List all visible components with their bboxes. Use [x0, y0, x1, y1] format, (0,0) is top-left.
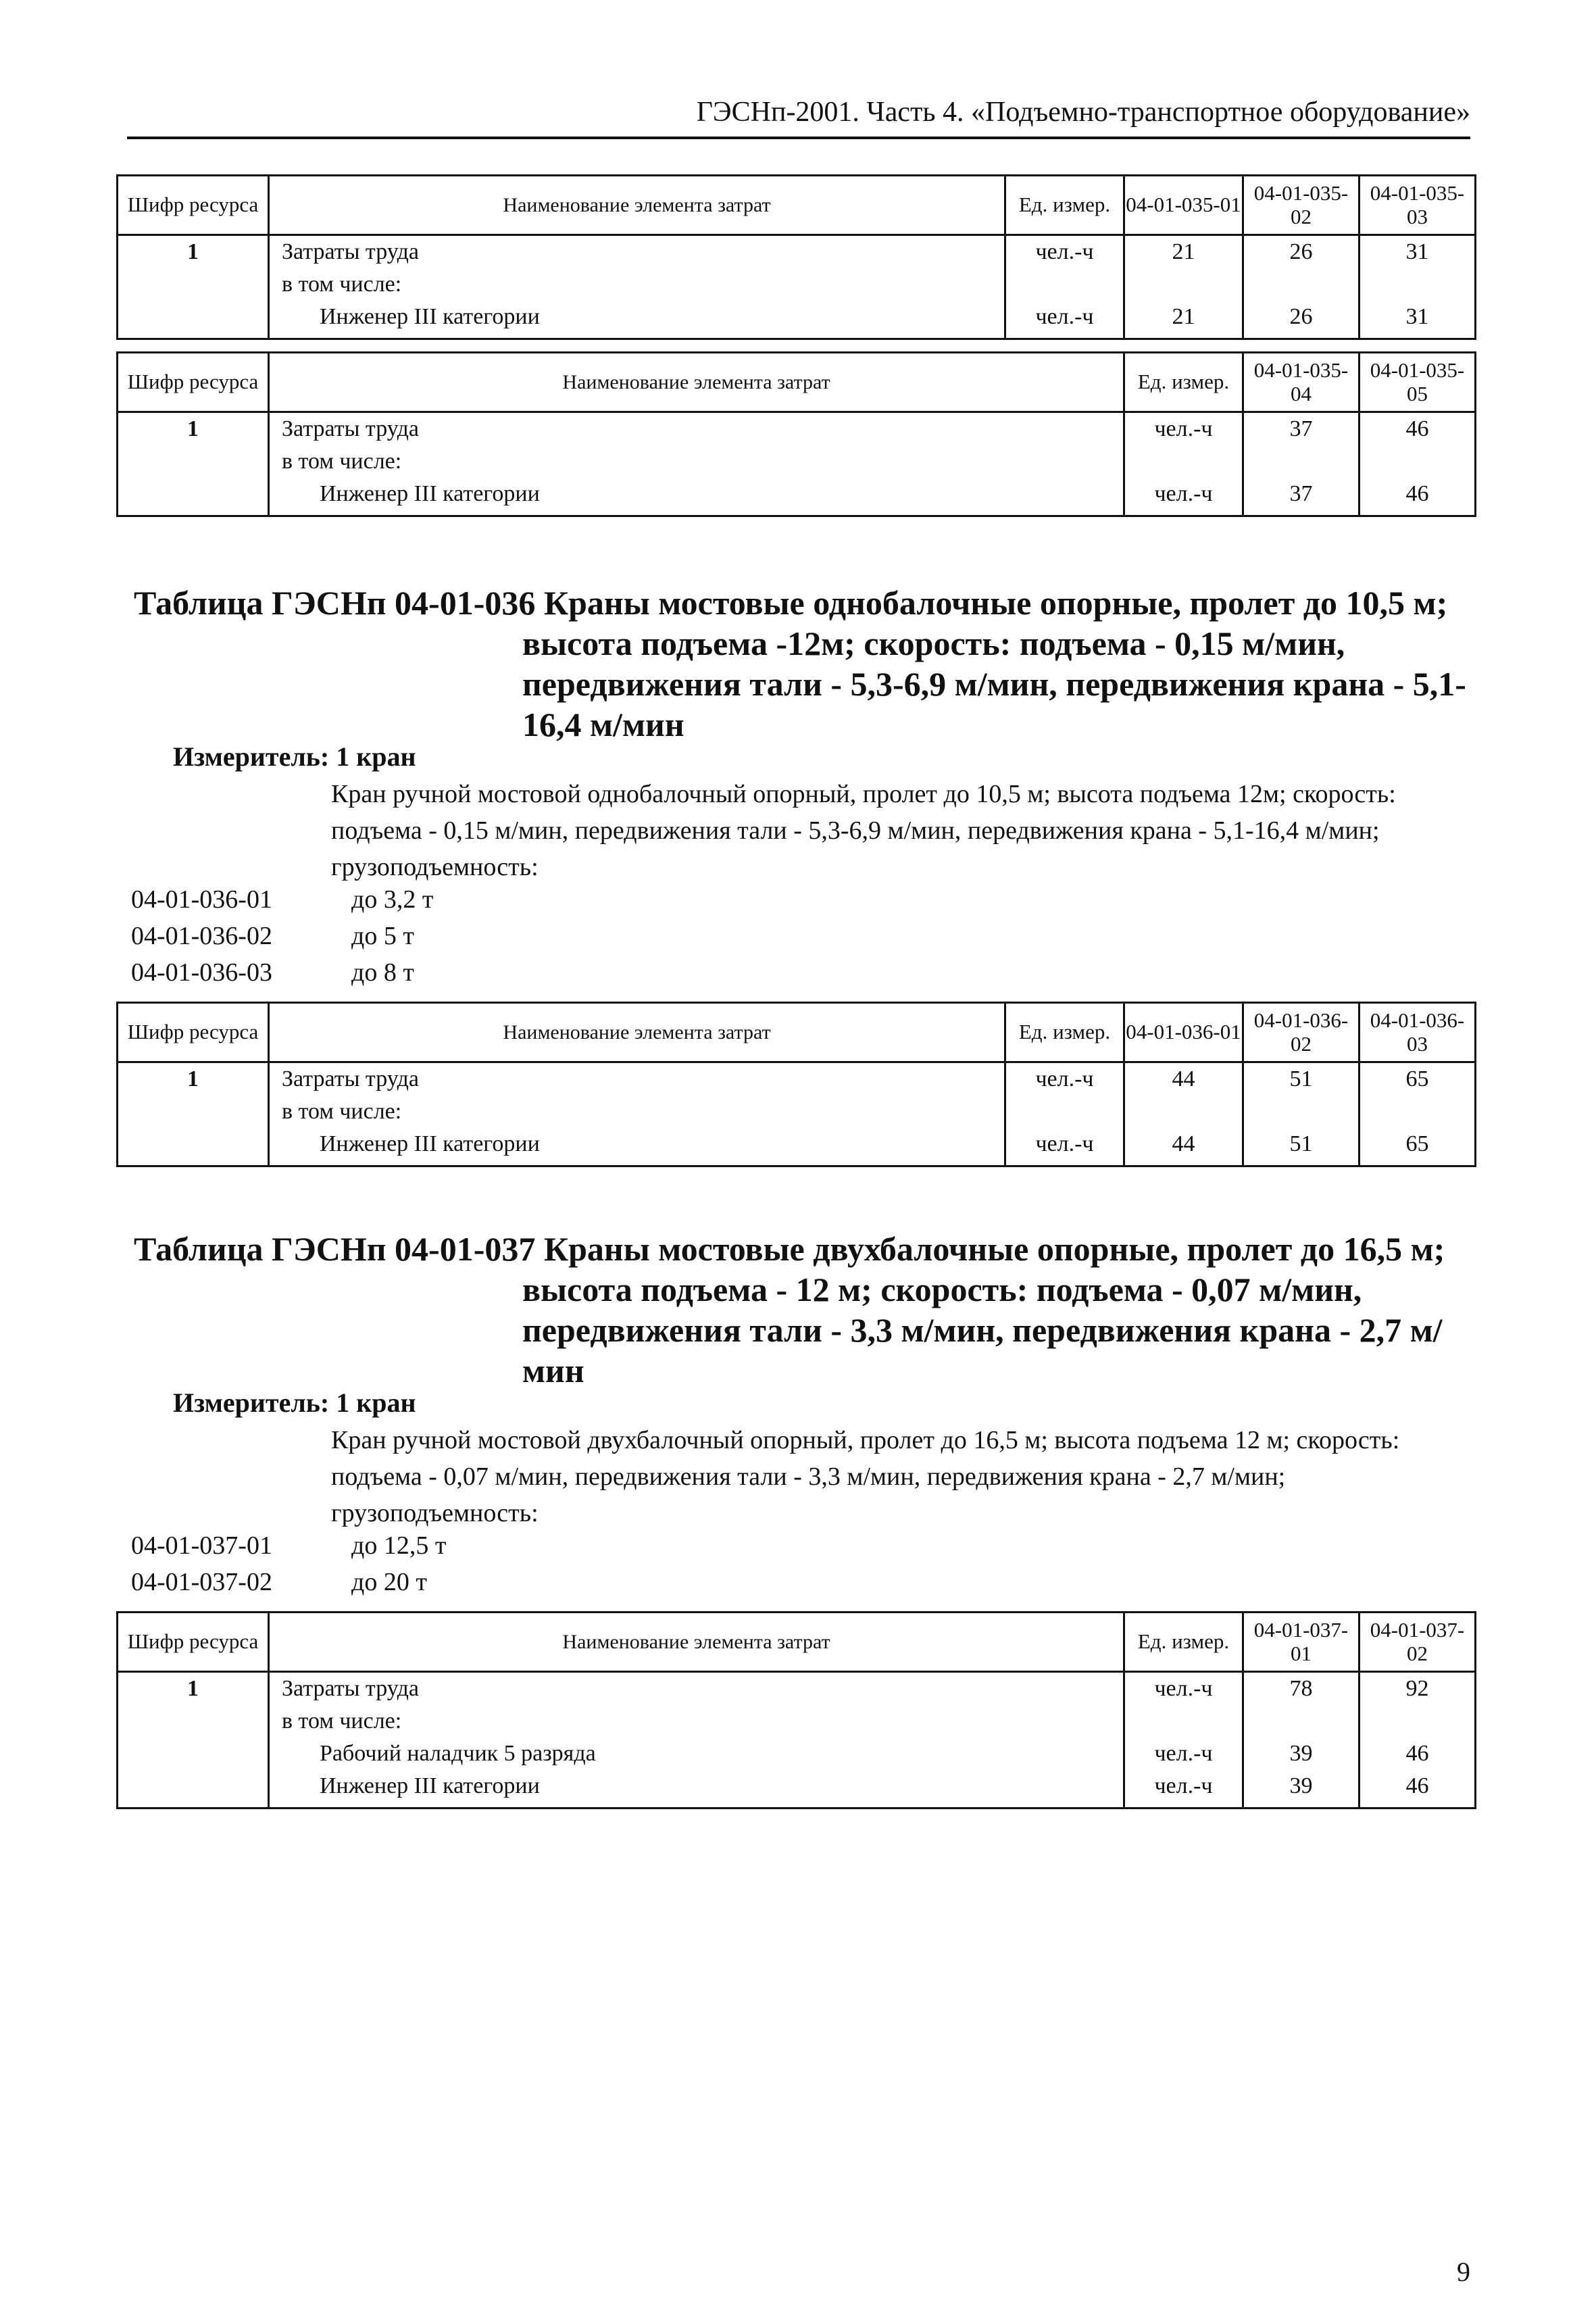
norm-value	[1360, 1096, 1474, 1128]
section-title-036	[134, 583, 1485, 745]
header-name: Наименование элемента затрат	[269, 1613, 1124, 1672]
header-unit: Ед. измер.	[1124, 1613, 1243, 1672]
header-unit: Ед. измер.	[1124, 353, 1243, 412]
norm-value: 51	[1289, 1131, 1313, 1156]
code-text: до 20 т	[351, 1568, 427, 1596]
header-unit: Ед. измер.	[1005, 176, 1124, 235]
unit-value: чел.-ч	[1035, 1131, 1094, 1156]
unit-value: чел.-ч	[1035, 239, 1094, 264]
norm-value: 51	[1289, 1066, 1313, 1091]
code-text: до 5 т	[351, 922, 414, 950]
norm-value: 39	[1289, 1741, 1313, 1766]
norm-value	[1244, 268, 1358, 301]
title-continuation: высота подъема - 12 м; скорость: подъема - 0,07 м/мин, передвижения тали - 3,3 м/мин, передвижения крана - 2,7 м/мин	[522, 1271, 1443, 1389]
cost-line: Затраты труда	[282, 1066, 420, 1091]
norm-value: 44	[1172, 1066, 1195, 1091]
header-col-3: 04-01-036-03	[1360, 1003, 1476, 1062]
header-code: Шифр ресурса	[118, 176, 269, 235]
header-col-2: 04-01-036-02	[1243, 1003, 1360, 1062]
row-code: 1	[187, 1066, 199, 1091]
norm-value	[1125, 268, 1242, 301]
unit-value	[1006, 268, 1123, 301]
norm-value: 31	[1405, 239, 1429, 264]
unit-value: чел.-ч	[1035, 1066, 1094, 1091]
header-col-2: 04-01-035-02	[1243, 176, 1360, 235]
norm-value	[1244, 1096, 1358, 1128]
row-code: 1	[187, 239, 199, 264]
norm-value	[1244, 1705, 1358, 1738]
description: Кран ручной мостовой двухбалочный опорный, пролет до 16,5 м; высота подъема 12 м; скорость: подъема - 0,07 м/мин, передвижения тали - 3,3 м/мин, передвижения крана - 2,7 м/мин; грузоподъемность:	[331, 1426, 1400, 1527]
row-code: 1	[187, 416, 199, 441]
resource-table-036	[116, 1002, 1476, 1167]
norm-value: 65	[1405, 1066, 1429, 1091]
cost-line: Инженер III категории	[320, 304, 540, 329]
cost-line: в том числе:	[282, 272, 402, 297]
code-text: до 12,5 т	[351, 1531, 447, 1560]
cost-line: Затраты труда	[282, 239, 420, 264]
code: 04-01-036-02	[131, 922, 272, 950]
cost-line: в том числе:	[282, 1708, 402, 1733]
norm-value: 46	[1405, 1773, 1429, 1798]
header-code: Шифр ресурса	[118, 1613, 269, 1672]
code: 04-01-037-02	[131, 1568, 272, 1596]
unit-value	[1125, 445, 1242, 478]
code-item	[131, 881, 433, 918]
header-code: Шифр ресурса	[118, 1003, 269, 1062]
unit-value: чел.-ч	[1154, 1676, 1213, 1701]
cost-line: в том числе:	[282, 449, 402, 474]
header-col-1: 04-01-035-01	[1124, 176, 1243, 235]
norm-value: 92	[1405, 1676, 1429, 1701]
title-first-line: Таблица ГЭСНп 04-01-036 Краны мостовые однобалочные опорные, пролет до 10,5 м;	[134, 584, 1448, 622]
code-item	[131, 954, 414, 991]
norm-value	[1360, 1705, 1474, 1738]
norm-value	[1244, 445, 1358, 478]
norm-value: 31	[1405, 304, 1429, 329]
running-header: ГЭСНп-2001. Часть 4. «Подъемно-транспортное оборудование»	[696, 97, 1470, 128]
unit-value: чел.-ч	[1035, 304, 1094, 329]
unit-value: чел.-ч	[1154, 1773, 1213, 1798]
row-code: 1	[187, 1676, 199, 1701]
code: 04-01-036-03	[131, 958, 272, 987]
header-col-1: 04-01-035-04	[1243, 353, 1360, 412]
title-continuation: высота подъема -12м; скорость: подъема - 0,15 м/мин, передвижения тали - 5,3-6,9 м/мин, передвижения крана - 5,1-16,4 м/мин	[522, 624, 1466, 743]
code-item	[131, 1527, 446, 1564]
header-col-2: 04-01-035-05	[1360, 353, 1476, 412]
code-item	[131, 918, 414, 954]
header-unit: Ед. измер.	[1005, 1003, 1124, 1062]
header-code: Шифр ресурса	[118, 353, 269, 412]
code: 04-01-037-01	[131, 1531, 272, 1560]
norm-value	[1360, 445, 1474, 478]
norm-value: 78	[1289, 1676, 1313, 1701]
resource-table-037	[116, 1611, 1476, 1809]
code-item	[131, 1564, 427, 1600]
section-title-037	[134, 1229, 1485, 1391]
resource-table-035b	[116, 351, 1476, 517]
norm-value	[1125, 1096, 1242, 1128]
header-col-3: 04-01-035-03	[1360, 176, 1476, 235]
norm-value: 46	[1405, 1741, 1429, 1766]
header-name: Наименование элемента затрат	[269, 176, 1005, 235]
cost-line: в том числе:	[282, 1099, 402, 1124]
cost-line: Инженер III категории	[320, 481, 540, 506]
cost-line: Затраты труда	[282, 416, 420, 441]
cost-line: Затраты труда	[282, 1676, 420, 1701]
header-col-2: 04-01-037-02	[1360, 1613, 1476, 1672]
resource-table-035a	[116, 174, 1476, 340]
measure-label: Измеритель: 1 кран	[173, 1387, 416, 1418]
norm-value: 37	[1289, 416, 1313, 441]
norm-value: 65	[1405, 1131, 1429, 1156]
norm-value: 21	[1172, 239, 1195, 264]
header-rule	[127, 137, 1470, 139]
norm-value: 39	[1289, 1773, 1313, 1798]
norm-value: 44	[1172, 1131, 1195, 1156]
description: Кран ручной мостовой однобалочный опорный, пролет до 10,5 м; высота подъема 12м; скорость: подъема - 0,15 м/мин, передвижения тали - 5,3-6,9 м/мин, передвижения крана - 5,1-16,4 м/мин; грузоподъемность:	[331, 780, 1396, 881]
header-col-1: 04-01-036-01	[1124, 1003, 1243, 1062]
norm-value	[1360, 268, 1474, 301]
header-name: Наименование элемента затрат	[269, 353, 1124, 412]
norm-value: 37	[1289, 481, 1313, 506]
unit-value: чел.-ч	[1154, 481, 1213, 506]
cost-line: Рабочий наладчик 5 разряда	[320, 1741, 596, 1766]
norm-value: 46	[1405, 416, 1429, 441]
measure-label: Измеритель: 1 кран	[173, 741, 416, 772]
cost-line: Инженер III категории	[320, 1131, 540, 1156]
unit-value: чел.-ч	[1154, 1741, 1213, 1766]
unit-value	[1125, 1705, 1242, 1738]
code-text: до 8 т	[351, 958, 414, 987]
norm-value: 21	[1172, 304, 1195, 329]
code-text: до 3,2 т	[351, 885, 434, 914]
header-name: Наименование элемента затрат	[269, 1003, 1005, 1062]
code: 04-01-036-01	[131, 885, 272, 914]
norm-value: 46	[1405, 481, 1429, 506]
header-col-1: 04-01-037-01	[1243, 1613, 1360, 1672]
norm-value: 26	[1289, 304, 1313, 329]
page-number: 9	[1457, 2257, 1470, 2287]
unit-value: чел.-ч	[1154, 416, 1213, 441]
cost-line: Инженер III категории	[320, 1773, 540, 1798]
norm-value: 26	[1289, 239, 1313, 264]
title-first-line: Таблица ГЭСНп 04-01-037 Краны мостовые двухбалочные опорные, пролет до 16,5 м;	[134, 1230, 1445, 1268]
unit-value	[1006, 1096, 1123, 1128]
